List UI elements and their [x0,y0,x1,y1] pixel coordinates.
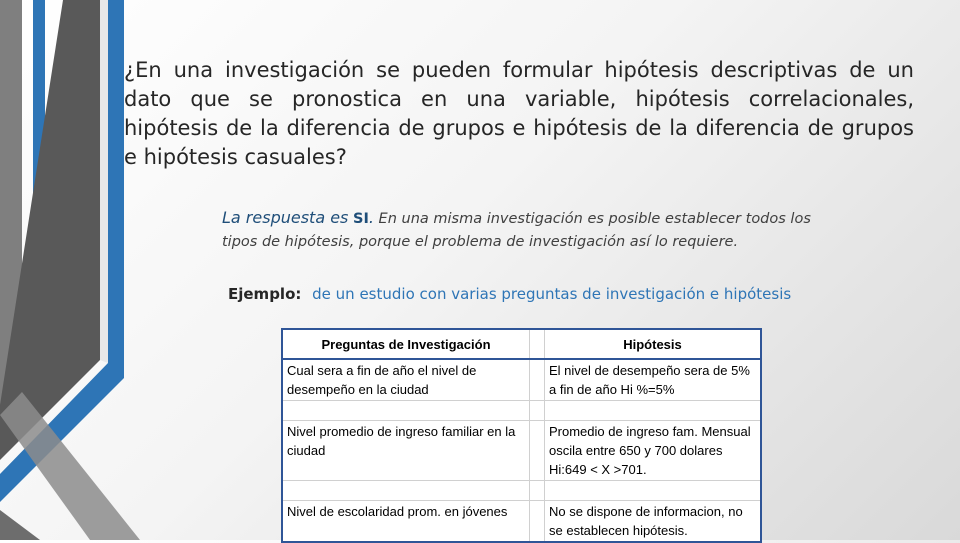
table-row [282,359,761,401]
gray-stripe-bottom [0,510,40,540]
row-question: Nivel promedio de ingreso familiar en la ciudad [282,421,530,481]
answer-dot: . [368,208,374,227]
white-gap-stripe [100,0,108,363]
header-spacer [530,329,545,359]
question-title: ¿En una investigación se pueden formular hipótesis descriptivas de un dato que se pronostica en una variable, hipótesis correlacionales, hipótesis de la diferencia de grupos e hipótesis de la diferencia de grupos e hipótesis casuales? [124,58,914,169]
row-question: Nivel de escolaridad prom. en jóvenes [282,501,530,543]
header-hypotheses: Hipótesis [545,329,762,359]
answer-lead: La respuesta es [222,208,349,227]
answer-rest: En una misma investigación es posible establecer todos los tipos de hipótesis, porque el problema de investigación así lo requiere. [222,211,811,250]
answer-si: SI [353,211,369,227]
example-text: de un estudio con varias preguntas de investigación e hipótesis [312,285,792,303]
table-row [282,421,761,481]
row-hypothesis: No se dispone de informacion, no se establecen hipótesis. [545,501,762,543]
header-questions: Preguntas de Investigación [282,329,530,359]
answer-paragraph [222,206,842,254]
table-row [282,501,761,543]
row-hypothesis: El nivel de desempeño sera de 5% a fin de año Hi %=5% [545,359,762,401]
table-spacer-row [282,481,761,501]
row-hypothesis: Promedio de ingreso fam. Mensual oscila entre 650 y 700 dolares Hi:649 < X >701. [545,421,762,481]
table-header-row [282,329,761,359]
example-label: Ejemplo: [228,285,302,303]
example-line [228,285,791,303]
hypothesis-table [281,328,762,543]
table-spacer-row [282,401,761,421]
decorative-side-stripes [0,0,140,540]
row-question: Cual sera a fin de año el nivel de desempeño en la ciudad [282,359,530,401]
